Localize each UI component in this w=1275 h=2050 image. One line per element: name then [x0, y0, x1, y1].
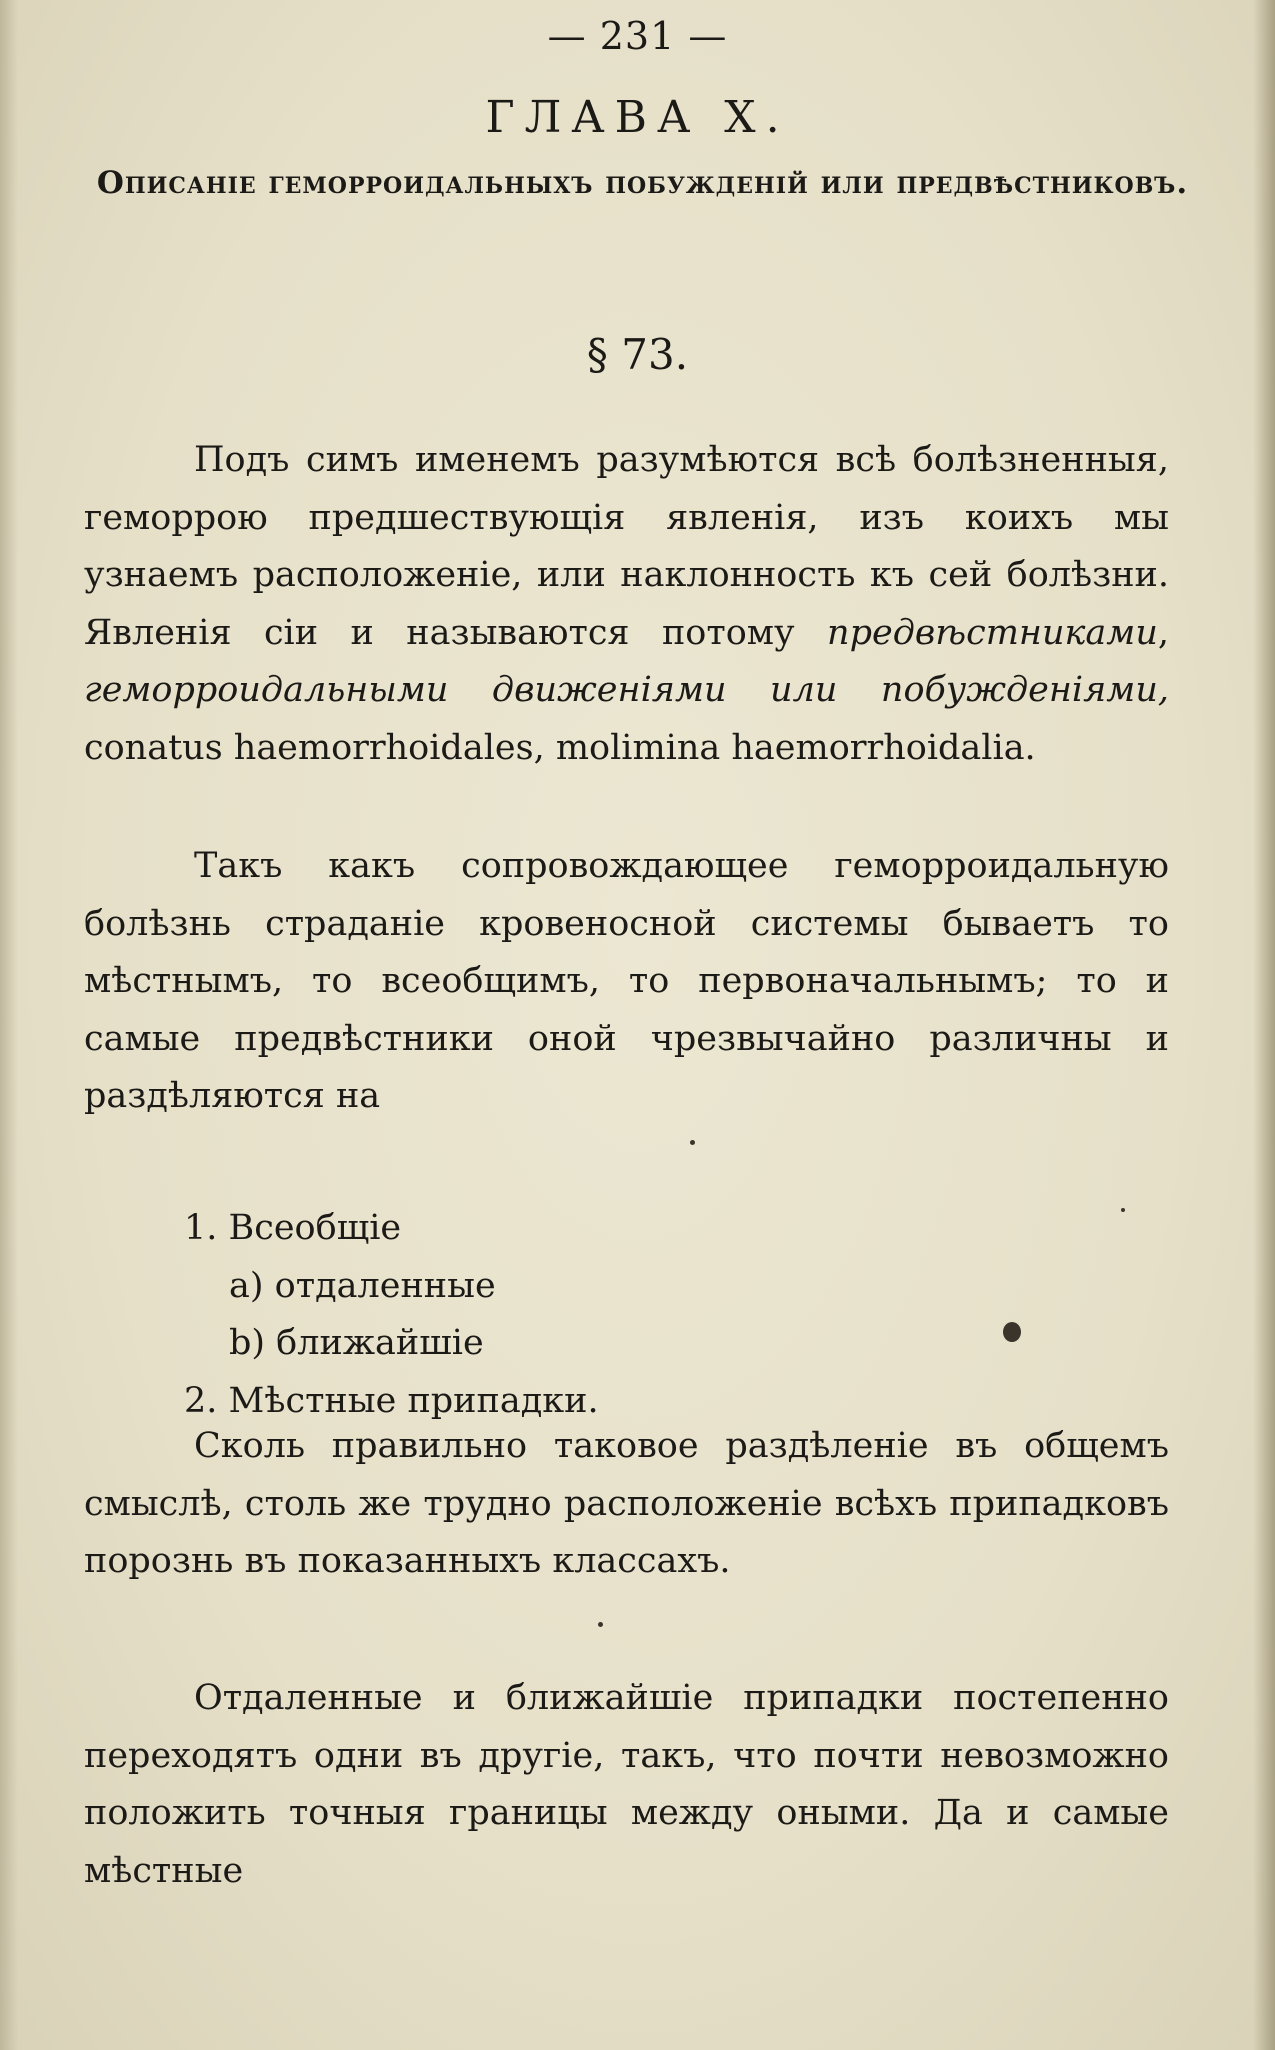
list-item-general: 1. Всеобщіе: [184, 1208, 402, 1248]
chapter-subtitle: Описаніе геморроидальныхъ побужденій или предвѣстниковъ.: [96, 165, 1189, 201]
chapter-title: ГЛАВА X.: [485, 92, 790, 143]
page-edge-left: [0, 0, 18, 2050]
paragraph-2: Такъ какъ сопровождающее геморроидальную болѣзнь страданіе кровеносной системы бываетъ то мѣстнымъ, то всеобщимъ, то первоначальнымъ; то и самые предвѣстники оной чрезвычайно различны и раздѣляются на: [84, 846, 1169, 1116]
ink-speck: [1003, 1322, 1021, 1342]
term-predvestniki: предвѣстниками: [827, 612, 1158, 653]
paragraph-1: Подъ симъ именемъ разумѣются всѣ болѣзненныя, геморрою предшествующія явленія, изъ коихъ мы узнаемъ расположеніе, или наклонность къ сей болѣзни. Явленія сіи и называются потому предвѣстниками, геморроидальными движеніями или побужденіями, conatus haemorrhoidales, molimina haemorrhoidalia.: [84, 440, 1169, 768]
term-ili: или: [770, 670, 838, 710]
paragraph-1-text-end: conatus haemorrhoidales, molimina haemorrhoidalia.: [84, 727, 1036, 768]
ink-speck: [690, 1140, 695, 1145]
section-number: § 73.: [586, 330, 689, 379]
paragraph-3: Сколь правильно таковое раздѣленіе въ общемъ смыслѣ, столь же трудно расположеніе всѣхъ припадковъ порознь въ показанныхъ классахъ.: [84, 1426, 1169, 1581]
list-item-local: 2. Мѣстные припадки.: [184, 1380, 599, 1421]
ink-speck: [598, 1622, 603, 1627]
term-dvizheniya: геморроидальными движеніями: [84, 670, 727, 710]
paragraph-4: Отдаленные и ближайшіе припадки постепенно переходятъ одни въ другіе, такъ, что почти невозможно положить точныя границы между оными. Да и самые мѣстные: [84, 1678, 1169, 1891]
page-edge-right: [1253, 0, 1275, 2050]
term-pobuzhdeniya: побужденіями,: [880, 670, 1169, 710]
paragraph-1-text-start: Подъ симъ именемъ разумѣются всѣ болѣзненныя, геморрою предшествующія явленія, изъ коихъ мы узнаемъ расположеніе, или наклонность къ сей болѣзни. Явленія сіи и называются потому: [84, 440, 1169, 653]
list-item-remote: a) отдаленные: [229, 1265, 496, 1306]
classification-list: [84, 1200, 599, 1430]
list-item-nearest: b) ближайшіе: [229, 1323, 484, 1363]
page-number: — 231 —: [547, 14, 728, 58]
ink-speck: [1121, 1208, 1125, 1212]
